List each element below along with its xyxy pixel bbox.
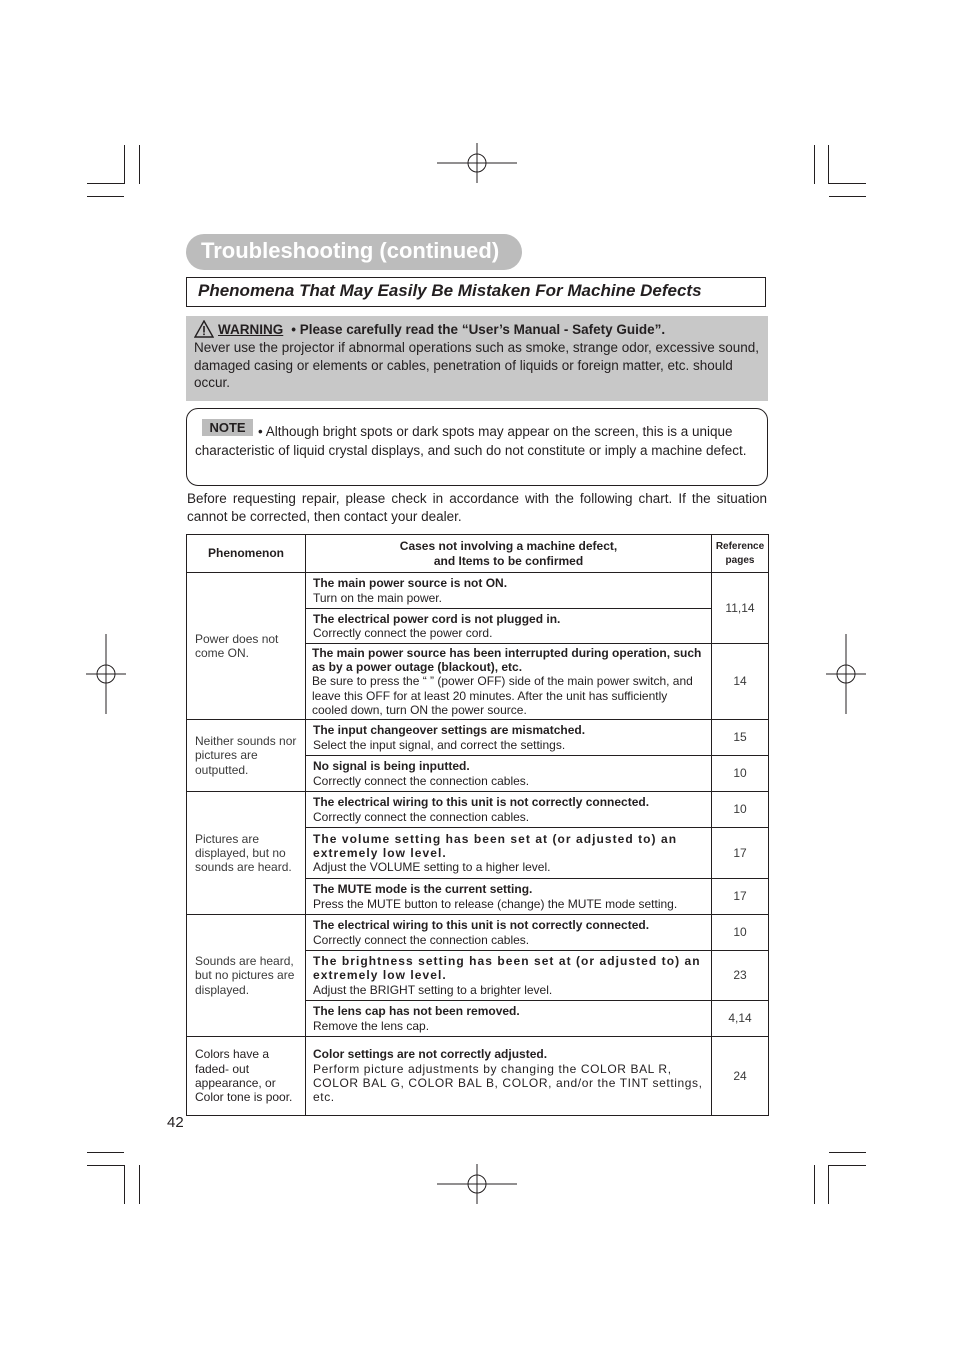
case-cause: The volume setting has been set at (or adjusted to) an extremely low level. <box>313 831 678 860</box>
case-remedy: Correctly connect the connection cables. <box>313 773 530 788</box>
note-text: • Although bright spots or dark spots may appear on the screen, this is a unique characteristic of liquid crystal displays, and such do not constitute or imply a machine defect. <box>195 424 747 458</box>
phenomenon-cell: Pictures are displayed, but no sounds are heard. <box>187 792 306 915</box>
case-remedy: Adjust the BRIGHT setting to a brighter level. <box>313 982 553 997</box>
table-row <box>187 1037 769 1116</box>
page-number: 42 <box>167 1114 184 1131</box>
case-cell <box>306 828 712 879</box>
case-remedy: Remove the lens cap. <box>313 1018 430 1033</box>
header-ref-line1: Reference <box>715 540 765 552</box>
header-cases <box>306 535 712 573</box>
case-cell <box>306 644 712 720</box>
reference-cell: 10 <box>712 915 769 951</box>
case-cell <box>306 756 712 792</box>
case-remedy: Correctly connect the connection cables. <box>313 932 530 947</box>
phenomenon-cell: Colors have a faded- out appearance, or Color tone is poor. <box>187 1037 306 1116</box>
case-cause: The electrical wiring to this unit is not correctly connected. <box>313 795 650 810</box>
table-header-row <box>187 535 769 573</box>
table-row <box>187 915 769 951</box>
reference-cell: 11,14 <box>712 573 769 644</box>
phenomenon-cell: Power does not come ON. <box>187 573 306 720</box>
case-cell <box>306 792 712 828</box>
case-cause: The input changeover settings are mismatched. <box>313 723 586 738</box>
case-cell <box>306 1001 712 1037</box>
reference-cell: 10 <box>712 756 769 792</box>
case-cell <box>306 951 712 1001</box>
case-remedy: Press the MUTE button to release (change) the MUTE mode setting. <box>313 896 678 911</box>
phenomenon-cell: Sounds are heard, but no pictures are displayed. <box>187 915 306 1037</box>
warning-headline: • Please carefully read the “User’s Manual - Safety Guide”. <box>291 321 666 337</box>
case-remedy: Select the input signal, and correct the settings. <box>313 737 566 752</box>
case-cell <box>306 915 712 951</box>
warning-body: Never use the projector if abnormal operations such as smoke, strange odor, excessive sound, damaged casing or elements or cables, penetration of liquids or foreign matter, etc. should occur. <box>194 340 760 390</box>
registration-mark-icon <box>437 143 517 183</box>
reference-cell: 17 <box>712 879 769 915</box>
header-cases-line2: and Items to be confirmed <box>433 553 584 568</box>
reference-cell: 14 <box>712 644 769 720</box>
registration-mark-icon <box>437 1164 517 1204</box>
table-row <box>187 573 769 609</box>
case-remedy: Turn on the main power. <box>313 590 442 605</box>
registration-mark-icon <box>86 634 126 714</box>
intro-paragraph: Before requesting repair, please check in accordance with the following chart. If the situation cannot be corrected, then contact your dealer. <box>187 491 767 524</box>
case-cause: The brightness setting has been set at (or adjusted to) an extremely low level. <box>313 954 701 983</box>
case-cause: The main power source has been interrupted during operation, such as by a power outage (blackout), etc. <box>312 645 702 675</box>
case-remedy: Be sure to press the “ ” (power OFF) side of the main power switch, and leave this OFF for at least 20 minutes. After the unit has sufficiently cooled down, turn ON the power source. <box>312 674 693 717</box>
page-title-banner <box>186 234 522 270</box>
case-cell <box>306 609 712 644</box>
header-reference <box>712 535 769 573</box>
case-cause: Color settings are not correctly adjusted. <box>313 1047 548 1062</box>
case-cause: No signal is being inputted. <box>313 759 470 774</box>
case-cause: The electrical wiring to this unit is not correctly connected. <box>313 918 650 933</box>
registration-mark-icon <box>826 634 866 714</box>
case-remedy: Correctly connect the connection cables. <box>313 809 530 824</box>
case-cause: The electrical power cord is not plugged in. <box>313 611 561 626</box>
case-cell <box>306 879 712 915</box>
case-cell <box>306 720 712 756</box>
header-ref-line2: pages <box>725 554 755 566</box>
note-label: NOTE <box>202 419 253 436</box>
troubleshooting-table <box>186 534 769 1116</box>
reference-cell: 23 <box>712 951 769 1001</box>
case-cause: The lens cap has not been removed. <box>313 1004 520 1019</box>
reference-cell: 10 <box>712 792 769 828</box>
header-cases-line1: Cases not involving a machine defect, <box>399 539 618 554</box>
warning-triangle-icon <box>194 320 214 338</box>
case-remedy: Adjust the VOLUME setting to a higher level. <box>313 860 551 875</box>
phenomenon-cell: Neither sounds nor pictures are outputted. <box>187 720 306 792</box>
case-cause: The main power source is not ON. <box>313 576 508 591</box>
table-row <box>187 792 769 828</box>
case-cell <box>306 1037 712 1116</box>
reference-cell: 4,14 <box>712 1001 769 1037</box>
reference-cell: 24 <box>712 1037 769 1116</box>
page-title: Troubleshooting (continued) <box>201 238 500 263</box>
case-remedy: Perform picture adjustments by changing the COLOR BAL R, COLOR BAL G, COLOR BAL B, COLOR, and/or the TINT settings, etc. <box>313 1061 703 1105</box>
warning-header <box>194 320 665 338</box>
table-row <box>187 720 769 756</box>
warning-panel <box>186 316 768 401</box>
section-title: Phenomena That May Easily Be Mistaken For Machine Defects <box>198 281 702 300</box>
case-remedy: Correctly connect the power cord. <box>313 626 493 640</box>
note-panel <box>186 408 768 486</box>
reference-cell: 15 <box>712 720 769 756</box>
case-cell <box>306 573 712 609</box>
header-phenomenon: Phenomenon <box>187 535 306 573</box>
reference-cell: 17 <box>712 828 769 879</box>
warning-label: WARNING <box>218 321 284 337</box>
case-cause: The MUTE mode is the current setting. <box>313 882 533 897</box>
section-heading-box <box>186 277 766 307</box>
